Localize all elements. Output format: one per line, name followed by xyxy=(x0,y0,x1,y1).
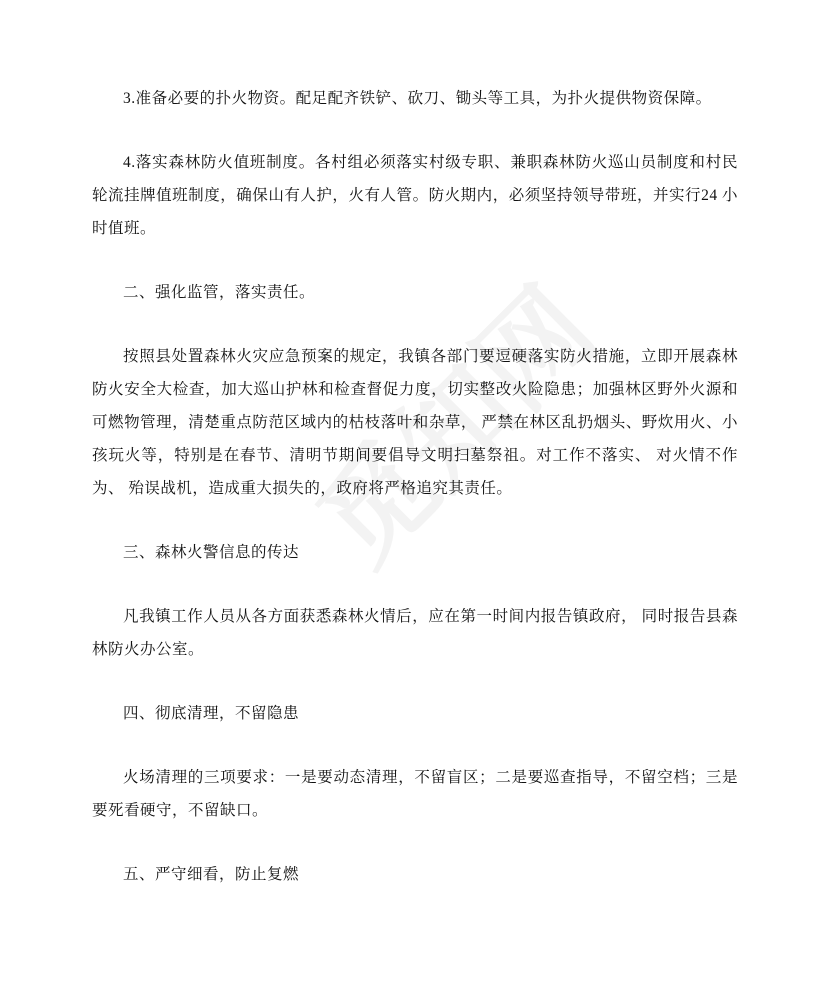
section-heading-4: 四、彻底清理，不留隐患 xyxy=(123,705,300,722)
document-content xyxy=(92,82,738,922)
paragraph-fire-supplies: 3.准备必要的扑火物资。配足配齐铁铲、砍刀、锄头等工具，为扑火提供物资保障。 xyxy=(123,90,712,107)
section-heading-5: 五、严守细看，防止复燃 xyxy=(123,866,300,883)
section-heading-3: 三、森林火警信息的传达 xyxy=(123,544,300,561)
paragraph-fire-alarm-reporting: 凡我镇工作人员从各方面获悉森林火情后，应在第一时间内报告镇政府， 同时报告县森林防火办公室。 xyxy=(92,608,738,658)
paragraph-supervision-measures: 按照县处置森林火灾应急预案的规定，我镇各部门要逗硬落实防火措施，立即开展森林防火安全大检查，加大巡山护林和检查督促力度，切实整改火险隐患；加强林区野外火源和可燃物管理，清楚重点防范区域内的枯枝落叶和杂草， 严禁在林区乱扔烟头、野炊用火、小孩玩火等，特别是在春节、清明节期间要倡导文明扫墓祭祖。对工作不落实、 对火情不作为、 殆误战机，造成重大损失的，政府将严格追究其责任。 xyxy=(92,348,738,497)
paragraph-duty-system: 4.落实森林防火值班制度。各村组必须落实村级专职、兼职森林防火巡山员制度和村民轮流挂牌值班制度，确保山有人护，火有人管。防火期内，必须坚持领导带班，并实行24 小时值班。 xyxy=(92,154,738,237)
section-heading-2: 二、强化监管，落实责任。 xyxy=(123,284,316,301)
paragraph-site-cleanup: 火场清理的三项要求：一是要动态清理，不留盲区；二是要巡查指导，不留空档；三是要死看硬守，不留缺口。 xyxy=(92,769,738,819)
